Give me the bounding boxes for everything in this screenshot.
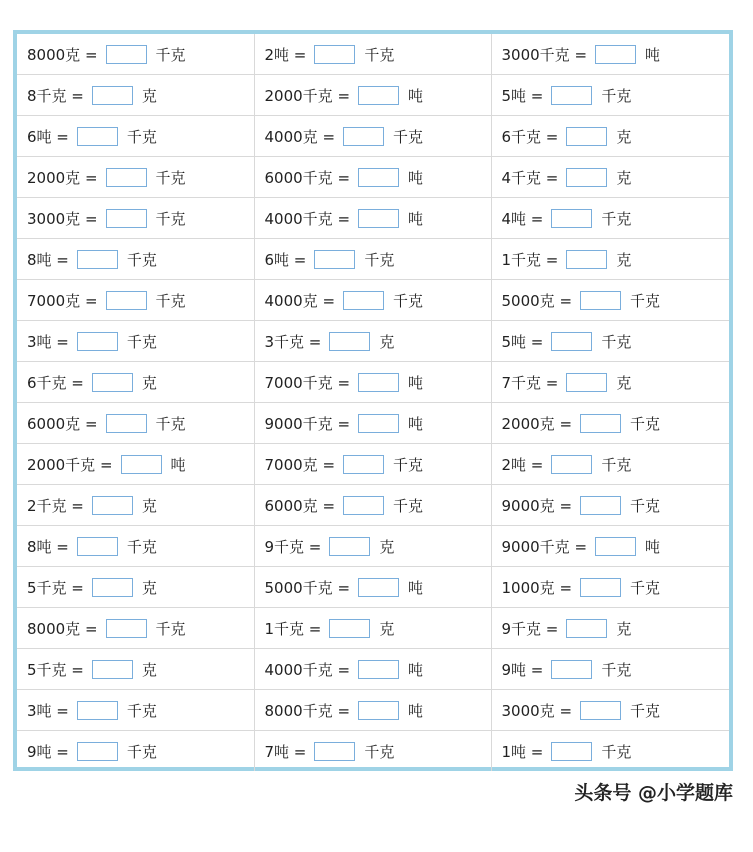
exercise-expression: 3000克 = bbox=[501, 701, 573, 720]
answer-unit: 克 bbox=[616, 619, 632, 638]
answer-unit: 吨 bbox=[408, 701, 424, 720]
exercise-expression: 8吨 = bbox=[27, 537, 69, 556]
exercise-cell bbox=[491, 362, 729, 403]
exercise-grid bbox=[17, 34, 729, 771]
exercise-expression: 1000克 = bbox=[501, 578, 573, 597]
answer-box[interactable] bbox=[580, 701, 621, 720]
exercise-row bbox=[17, 485, 729, 526]
answer-unit: 千克 bbox=[630, 414, 661, 433]
answer-box[interactable] bbox=[92, 86, 133, 105]
answer-unit: 千克 bbox=[630, 578, 661, 597]
answer-unit: 吨 bbox=[408, 86, 424, 105]
answer-box[interactable] bbox=[106, 209, 147, 228]
answer-box[interactable] bbox=[580, 414, 621, 433]
exercise-cell bbox=[254, 321, 491, 362]
exercise-row bbox=[17, 321, 729, 362]
answer-unit: 吨 bbox=[645, 537, 661, 556]
answer-box[interactable] bbox=[329, 537, 370, 556]
exercise-cell bbox=[17, 157, 254, 198]
answer-box[interactable] bbox=[551, 455, 592, 474]
exercise-expression: 9000克 = bbox=[501, 496, 573, 515]
exercise-cell bbox=[17, 34, 254, 75]
exercise-cell bbox=[17, 239, 254, 280]
answer-box[interactable] bbox=[551, 86, 592, 105]
answer-unit: 千克 bbox=[155, 45, 186, 64]
answer-unit: 克 bbox=[616, 168, 632, 187]
exercise-expression: 4000克 = bbox=[264, 127, 336, 146]
answer-unit: 千克 bbox=[601, 86, 632, 105]
answer-unit: 千克 bbox=[155, 414, 186, 433]
exercise-expression: 3000千克 = bbox=[501, 45, 588, 64]
answer-box[interactable] bbox=[77, 250, 118, 269]
exercise-expression: 5000克 = bbox=[501, 291, 573, 310]
exercise-cell bbox=[17, 116, 254, 157]
answer-unit: 克 bbox=[616, 127, 632, 146]
exercise-expression: 8000克 = bbox=[27, 45, 98, 64]
answer-box[interactable] bbox=[92, 373, 133, 392]
answer-box[interactable] bbox=[358, 414, 399, 433]
exercise-cell bbox=[491, 690, 729, 731]
exercise-expression: 7吨 = bbox=[264, 742, 307, 761]
answer-unit: 克 bbox=[141, 86, 157, 105]
answer-box[interactable] bbox=[106, 619, 147, 638]
exercise-expression: 2吨 = bbox=[501, 455, 544, 474]
exercise-expression: 6千克 = bbox=[27, 373, 84, 392]
exercise-expression: 4000千克 = bbox=[264, 209, 351, 228]
exercise-row bbox=[17, 649, 729, 690]
exercise-expression: 2000克 = bbox=[27, 168, 98, 187]
answer-box[interactable] bbox=[343, 291, 384, 310]
exercise-cell bbox=[17, 649, 254, 690]
exercise-cell bbox=[491, 444, 729, 485]
exercise-cell bbox=[17, 362, 254, 403]
exercise-cell bbox=[254, 485, 491, 526]
exercise-expression: 4000千克 = bbox=[264, 660, 351, 679]
answer-box[interactable] bbox=[343, 127, 384, 146]
exercise-expression: 8000千克 = bbox=[264, 701, 351, 720]
answer-unit: 千克 bbox=[630, 701, 661, 720]
answer-box[interactable] bbox=[77, 701, 118, 720]
answer-box[interactable] bbox=[121, 455, 162, 474]
exercise-expression: 4000克 = bbox=[264, 291, 336, 310]
answer-box[interactable] bbox=[595, 537, 636, 556]
exercise-cell bbox=[17, 731, 254, 772]
answer-box[interactable] bbox=[77, 127, 118, 146]
exercise-expression: 9吨 = bbox=[501, 660, 544, 679]
exercise-cell bbox=[491, 157, 729, 198]
exercise-expression: 6吨 = bbox=[264, 250, 307, 269]
answer-box[interactable] bbox=[92, 496, 133, 515]
answer-unit: 千克 bbox=[393, 127, 424, 146]
exercise-row bbox=[17, 198, 729, 239]
exercise-expression: 9千克 = bbox=[501, 619, 559, 638]
answer-box[interactable] bbox=[551, 742, 592, 761]
answer-unit: 千克 bbox=[601, 455, 632, 474]
exercise-cell bbox=[491, 608, 729, 649]
answer-unit: 千克 bbox=[126, 537, 157, 556]
answer-box[interactable] bbox=[106, 168, 147, 187]
exercise-row bbox=[17, 567, 729, 608]
answer-box[interactable] bbox=[595, 45, 636, 64]
answer-unit: 千克 bbox=[155, 168, 186, 187]
exercise-expression: 9000千克 = bbox=[264, 414, 351, 433]
answer-unit: 吨 bbox=[408, 414, 424, 433]
answer-unit: 千克 bbox=[364, 742, 395, 761]
exercise-cell bbox=[17, 526, 254, 567]
answer-box[interactable] bbox=[358, 701, 399, 720]
answer-box[interactable] bbox=[314, 45, 355, 64]
exercise-expression: 4千克 = bbox=[501, 168, 559, 187]
exercise-expression: 3千克 = bbox=[264, 332, 322, 351]
exercise-expression: 1吨 = bbox=[501, 742, 544, 761]
exercise-cell bbox=[17, 485, 254, 526]
answer-unit: 吨 bbox=[645, 45, 661, 64]
answer-unit: 千克 bbox=[126, 250, 157, 269]
answer-box[interactable] bbox=[580, 291, 621, 310]
exercise-expression: 8千克 = bbox=[27, 86, 84, 105]
answer-unit: 克 bbox=[379, 619, 395, 638]
answer-box[interactable] bbox=[566, 127, 607, 146]
exercise-cell bbox=[491, 34, 729, 75]
answer-box[interactable] bbox=[343, 496, 384, 515]
answer-unit: 千克 bbox=[630, 291, 661, 310]
answer-box[interactable] bbox=[329, 332, 370, 351]
exercise-expression: 1千克 = bbox=[501, 250, 559, 269]
exercise-cell bbox=[491, 280, 729, 321]
exercise-row bbox=[17, 239, 729, 280]
exercise-expression: 5千克 = bbox=[27, 578, 84, 597]
exercise-expression: 1千克 = bbox=[264, 619, 322, 638]
exercise-expression: 8吨 = bbox=[27, 250, 69, 269]
exercise-expression: 7千克 = bbox=[501, 373, 559, 392]
exercise-cell bbox=[491, 526, 729, 567]
answer-box[interactable] bbox=[106, 291, 147, 310]
exercise-cell bbox=[17, 198, 254, 239]
exercise-row bbox=[17, 157, 729, 198]
exercise-expression: 9千克 = bbox=[264, 537, 322, 556]
watermark-attribution: 头条号 @小学题库 bbox=[574, 782, 733, 804]
exercise-row bbox=[17, 75, 729, 116]
exercise-expression: 3000克 = bbox=[27, 209, 98, 228]
answer-box[interactable] bbox=[566, 168, 607, 187]
answer-unit: 千克 bbox=[155, 291, 186, 310]
exercise-expression: 2吨 = bbox=[264, 45, 307, 64]
answer-unit: 吨 bbox=[408, 168, 424, 187]
answer-unit: 克 bbox=[616, 373, 632, 392]
exercise-expression: 5000千克 = bbox=[264, 578, 351, 597]
exercise-cell bbox=[254, 731, 491, 772]
answer-box[interactable] bbox=[343, 455, 384, 474]
exercise-expression: 2000克 = bbox=[501, 414, 573, 433]
exercise-cell bbox=[491, 649, 729, 690]
exercise-grid-body bbox=[17, 34, 729, 771]
exercise-cell bbox=[17, 608, 254, 649]
exercise-cell bbox=[17, 321, 254, 362]
exercise-expression: 7000克 = bbox=[27, 291, 98, 310]
answer-unit: 千克 bbox=[601, 209, 632, 228]
answer-box[interactable] bbox=[551, 332, 592, 351]
answer-box[interactable] bbox=[551, 660, 592, 679]
answer-box[interactable] bbox=[358, 86, 399, 105]
exercise-cell bbox=[491, 403, 729, 444]
exercise-expression: 6000千克 = bbox=[264, 168, 351, 187]
answer-unit: 千克 bbox=[364, 45, 395, 64]
answer-unit: 千克 bbox=[155, 619, 186, 638]
exercise-cell bbox=[254, 75, 491, 116]
answer-box[interactable] bbox=[566, 373, 607, 392]
exercise-row bbox=[17, 280, 729, 321]
exercise-expression: 3吨 = bbox=[27, 701, 69, 720]
exercise-expression: 2000千克 = bbox=[264, 86, 351, 105]
exercise-expression: 5吨 = bbox=[501, 86, 544, 105]
exercise-expression: 7000克 = bbox=[264, 455, 336, 474]
answer-box[interactable] bbox=[106, 45, 147, 64]
exercise-row bbox=[17, 444, 729, 485]
exercise-cell bbox=[254, 403, 491, 444]
answer-unit: 吨 bbox=[408, 373, 424, 392]
answer-box[interactable] bbox=[580, 578, 621, 597]
answer-unit: 吨 bbox=[408, 209, 424, 228]
answer-box[interactable] bbox=[77, 332, 118, 351]
exercise-cell bbox=[491, 485, 729, 526]
exercise-cell bbox=[254, 280, 491, 321]
answer-unit: 克 bbox=[141, 496, 157, 515]
answer-box[interactable] bbox=[92, 660, 133, 679]
exercise-cell bbox=[254, 239, 491, 280]
exercise-row bbox=[17, 690, 729, 731]
answer-unit: 吨 bbox=[170, 455, 186, 474]
exercise-cell bbox=[254, 34, 491, 75]
answer-unit: 千克 bbox=[126, 701, 157, 720]
answer-unit: 克 bbox=[141, 660, 157, 679]
exercise-cell bbox=[254, 362, 491, 403]
exercise-expression: 3吨 = bbox=[27, 332, 69, 351]
answer-unit: 克 bbox=[141, 578, 157, 597]
exercise-row bbox=[17, 608, 729, 649]
exercise-cell bbox=[17, 690, 254, 731]
exercise-expression: 6千克 = bbox=[501, 127, 559, 146]
answer-unit: 千克 bbox=[601, 332, 632, 351]
exercise-expression: 5吨 = bbox=[501, 332, 544, 351]
exercise-row bbox=[17, 34, 729, 75]
exercise-expression: 2千克 = bbox=[27, 496, 84, 515]
exercise-cell bbox=[491, 75, 729, 116]
exercise-cell bbox=[254, 444, 491, 485]
exercise-row bbox=[17, 116, 729, 157]
answer-box[interactable] bbox=[77, 537, 118, 556]
exercise-cell bbox=[254, 649, 491, 690]
answer-unit: 千克 bbox=[601, 742, 632, 761]
exercise-cell bbox=[254, 116, 491, 157]
exercise-cell bbox=[17, 567, 254, 608]
exercise-cell bbox=[491, 731, 729, 772]
exercise-cell bbox=[17, 444, 254, 485]
exercise-expression: 6000克 = bbox=[264, 496, 336, 515]
exercise-expression: 6吨 = bbox=[27, 127, 69, 146]
answer-box[interactable] bbox=[358, 373, 399, 392]
answer-box[interactable] bbox=[358, 578, 399, 597]
answer-unit: 千克 bbox=[393, 455, 424, 474]
answer-unit: 克 bbox=[379, 332, 395, 351]
exercise-expression: 7000千克 = bbox=[264, 373, 351, 392]
answer-box[interactable] bbox=[358, 168, 399, 187]
answer-box[interactable] bbox=[92, 578, 133, 597]
answer-unit: 千克 bbox=[126, 332, 157, 351]
exercise-cell bbox=[491, 321, 729, 362]
exercise-cell bbox=[491, 198, 729, 239]
exercise-cell bbox=[491, 567, 729, 608]
answer-box[interactable] bbox=[566, 619, 607, 638]
exercise-cell bbox=[17, 403, 254, 444]
exercise-row bbox=[17, 362, 729, 403]
exercise-expression: 8000克 = bbox=[27, 619, 98, 638]
answer-unit: 克 bbox=[141, 373, 157, 392]
answer-box[interactable] bbox=[314, 250, 355, 269]
worksheet-frame bbox=[13, 30, 733, 771]
answer-unit: 吨 bbox=[408, 578, 424, 597]
exercise-row bbox=[17, 526, 729, 567]
exercise-cell bbox=[17, 280, 254, 321]
exercise-cell bbox=[17, 75, 254, 116]
answer-unit: 千克 bbox=[126, 127, 157, 146]
exercise-row bbox=[17, 403, 729, 444]
exercise-expression: 9000千克 = bbox=[501, 537, 588, 556]
exercise-cell bbox=[254, 157, 491, 198]
answer-unit: 千克 bbox=[601, 660, 632, 679]
answer-unit: 千克 bbox=[126, 742, 157, 761]
exercise-cell bbox=[254, 608, 491, 649]
answer-box[interactable] bbox=[77, 742, 118, 761]
answer-box[interactable] bbox=[106, 414, 147, 433]
exercise-expression: 4吨 = bbox=[501, 209, 544, 228]
exercise-expression: 9吨 = bbox=[27, 742, 69, 761]
exercise-cell bbox=[254, 690, 491, 731]
exercise-expression: 6000克 = bbox=[27, 414, 98, 433]
answer-unit: 千克 bbox=[393, 496, 424, 515]
exercise-expression: 2000千克 = bbox=[27, 455, 113, 474]
answer-box[interactable] bbox=[566, 250, 607, 269]
answer-box[interactable] bbox=[580, 496, 621, 515]
exercise-cell bbox=[254, 567, 491, 608]
exercise-cell bbox=[254, 198, 491, 239]
answer-unit: 克 bbox=[379, 537, 395, 556]
answer-unit: 吨 bbox=[408, 660, 424, 679]
answer-unit: 克 bbox=[616, 250, 632, 269]
exercise-cell bbox=[491, 239, 729, 280]
answer-unit: 千克 bbox=[630, 496, 661, 515]
answer-unit: 千克 bbox=[393, 291, 424, 310]
exercise-row bbox=[17, 731, 729, 772]
exercise-cell bbox=[254, 526, 491, 567]
answer-unit: 千克 bbox=[155, 209, 186, 228]
answer-box[interactable] bbox=[358, 660, 399, 679]
answer-box[interactable] bbox=[329, 619, 370, 638]
exercise-cell bbox=[491, 116, 729, 157]
answer-unit: 千克 bbox=[364, 250, 395, 269]
answer-box[interactable] bbox=[551, 209, 592, 228]
exercise-expression: 5千克 = bbox=[27, 660, 84, 679]
answer-box[interactable] bbox=[358, 209, 399, 228]
answer-box[interactable] bbox=[314, 742, 355, 761]
